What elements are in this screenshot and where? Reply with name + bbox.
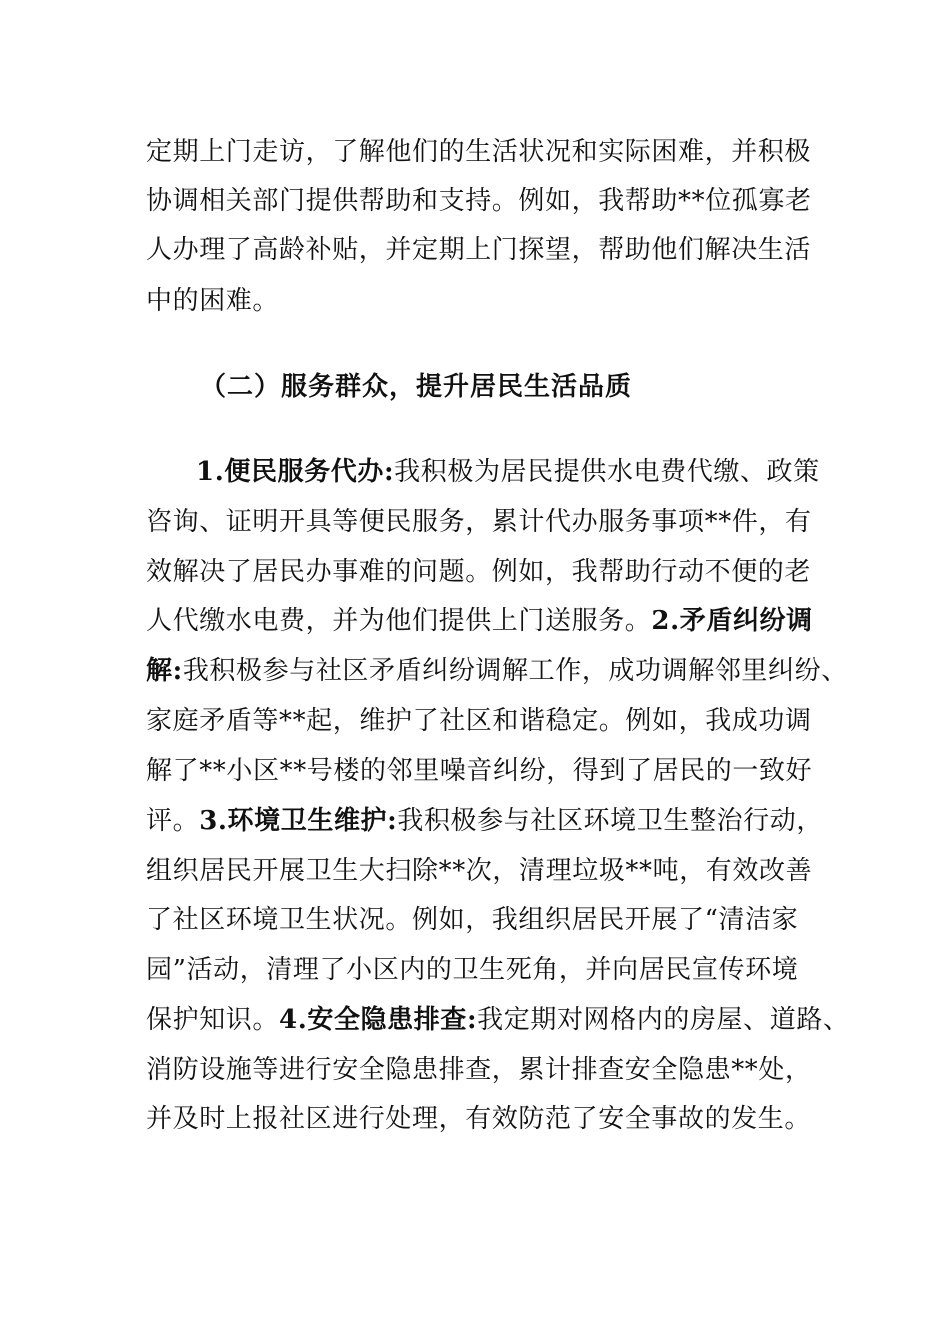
paragraph-line: 咨询、证明开具等便民服务，累计代办服务事项**件，有 <box>146 507 812 537</box>
item-title: 解: <box>146 656 183 686</box>
paragraph-line: 家庭矛盾等**起，维护了社区和谐稳定。例如，我成功调 <box>146 706 812 736</box>
section-heading: （二）服务群众，提升居民生活品质 <box>200 372 633 402</box>
paragraph-line: 解了**小区**号楼的邻里噪音纠纷，得到了居民的一致好 <box>146 756 813 786</box>
paragraph-line: 园”活动，清理了小区内的卫生死角，并向居民宣传环境 <box>146 955 799 985</box>
item-text: 我积极为居民提供水电费代缴、政策 <box>394 457 820 487</box>
paragraph-line: 中的困难。 <box>146 286 280 316</box>
item-title: 2.矛盾纠纷调 <box>651 606 813 636</box>
paragraph-line: 消防设施等进行安全隐患排查，累计排查安全隐患**处， <box>146 1055 812 1085</box>
paragraph-line: 定期上门走访，了解他们的生活状况和实际困难，并积极 <box>146 137 812 167</box>
item-text: 我积极参与社区环境卫生整治行动， <box>397 806 823 836</box>
paragraph-line: 协调相关部门提供帮助和支持。例如，我帮助**位孤寡老 <box>146 186 812 216</box>
item-title: 1.便民服务代办: <box>196 457 395 487</box>
paragraph-line: 并及时上报社区进行处理，有效防范了安全事故的发生。 <box>146 1104 812 1134</box>
paragraph-line <box>146 803 826 839</box>
paragraph-line: 人办理了高龄补贴，并定期上门探望，帮助他们解决生活 <box>146 235 812 265</box>
item-title: 3.环境卫生维护: <box>199 806 398 836</box>
item-text: 评。 <box>146 806 200 836</box>
paragraph-line: 组织居民开展卫生大扫除**次，清理垃圾**吨，有效改善 <box>146 856 813 886</box>
paragraph-line: 效解决了居民办事难的问题。例如，我帮助行动不便的老 <box>146 557 812 587</box>
item-text: 我定期对网格内的房屋、道路、 <box>477 1005 850 1035</box>
paragraph-line <box>146 653 848 689</box>
paragraph-line: 了社区环境卫生状况。例如，我组织居民开展了“清洁家 <box>146 905 799 935</box>
item-text: 人代缴水电费，并为他们提供上门送服务。 <box>146 606 652 636</box>
item-text: 保护知识。 <box>146 1005 280 1035</box>
item-text: 我积极参与社区矛盾纠纷调解工作，成功调解邻里纠纷、 <box>182 656 848 686</box>
paragraph-line <box>146 603 826 639</box>
paragraph-line <box>146 1002 850 1038</box>
paragraph-line <box>196 454 876 490</box>
item-title: 4.安全隐患排查: <box>279 1005 478 1035</box>
